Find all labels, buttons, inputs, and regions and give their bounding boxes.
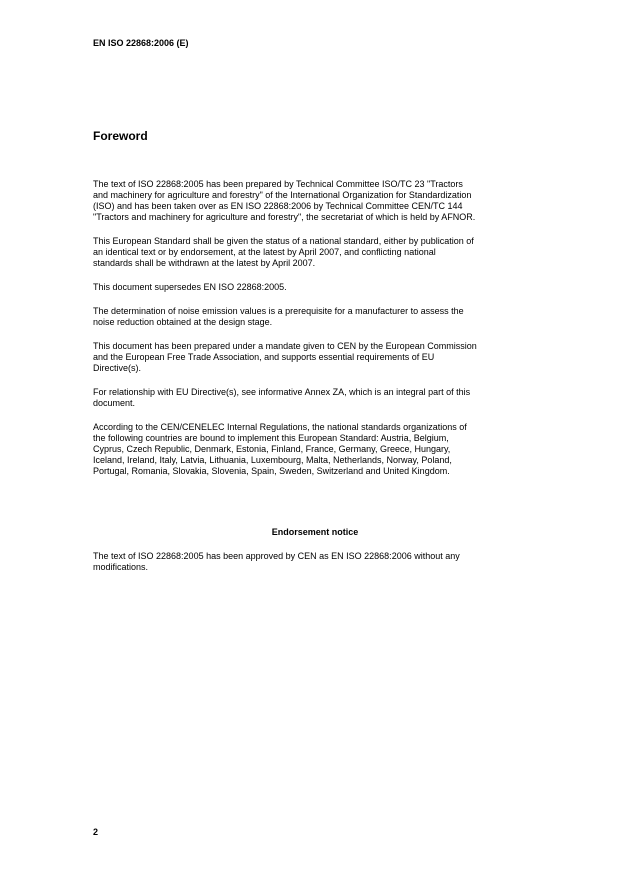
- text-line: Portugal, Romania, Slovakia, Slovenia, Spain, Sweden, Switzerland and United Kingdom.: [93, 466, 450, 476]
- text-line: "Tractors and machinery for agriculture and forestry", the secretariat of which is held by AFNOR.: [93, 212, 476, 222]
- text-line: Directive(s).: [93, 363, 142, 373]
- text-line: For relationship with EU Directive(s), see informative Annex ZA, which is an integral part of this: [93, 387, 471, 397]
- paragraph: [93, 179, 543, 223]
- text-line: This European Standard shall be given the status of a national standard, either by publication of: [93, 236, 474, 246]
- text-line: an identical text or by endorsement, at the latest by April 2007, and conflicting national: [93, 247, 436, 257]
- text-line: This document has been prepared under a mandate given to CEN by the European Commission: [93, 341, 477, 351]
- document-header: EN ISO 22868:2006 (E): [93, 38, 189, 48]
- text-line: standards shall be withdrawn at the latest by April 2007.: [93, 258, 316, 268]
- text-line: The text of ISO 22868:2005 has been prepared by Technical Committee ISO/TC 23 "Tractors: [93, 179, 463, 189]
- text-line: modifications.: [93, 562, 149, 572]
- paragraph: [93, 282, 543, 293]
- text-line: This document supersedes EN ISO 22868:2005.: [93, 282, 287, 292]
- text-line: the following countries are bound to implement this European Standard: Austria, Belgium,: [93, 433, 449, 443]
- paragraph: [93, 422, 543, 477]
- page-number: 2: [93, 827, 99, 837]
- page-title: Foreword: [93, 129, 148, 143]
- text-line: Cyprus, Czech Republic, Denmark, Estonia, Finland, France, Germany, Greece, Hungary,: [93, 444, 451, 454]
- endorsement-text: [93, 551, 543, 573]
- text-line: According to the CEN/CENELEC Internal Regulations, the national standards organizations of: [93, 422, 467, 432]
- foreword-body: [93, 179, 543, 490]
- paragraph: [93, 236, 543, 269]
- text-line: document.: [93, 398, 136, 408]
- paragraph: [93, 306, 543, 328]
- text-line: and the European Free Trade Association, and supports essential requirements of EU: [93, 352, 435, 362]
- paragraph: [93, 387, 543, 409]
- text-line: Iceland, Ireland, Italy, Latvia, Lithuania, Luxembourg, Malta, Netherlands, Norway, Poland,: [93, 455, 452, 465]
- text-line: (ISO) and has been taken over as EN ISO 22868:2006 by Technical Committee CEN/TC 144: [93, 201, 463, 211]
- text-line: The determination of noise emission values is a prerequisite for a manufacturer to assess the: [93, 306, 464, 316]
- paragraph: [93, 341, 543, 374]
- text-line: noise reduction obtained at the design stage.: [93, 317, 273, 327]
- endorsement-heading: Endorsement notice: [271, 527, 359, 537]
- text-line: The text of ISO 22868:2005 has been approved by CEN as EN ISO 22868:2006 without any: [93, 551, 460, 561]
- text-line: and machinery for agriculture and forestry" of the International Organization for Standardization: [93, 190, 472, 200]
